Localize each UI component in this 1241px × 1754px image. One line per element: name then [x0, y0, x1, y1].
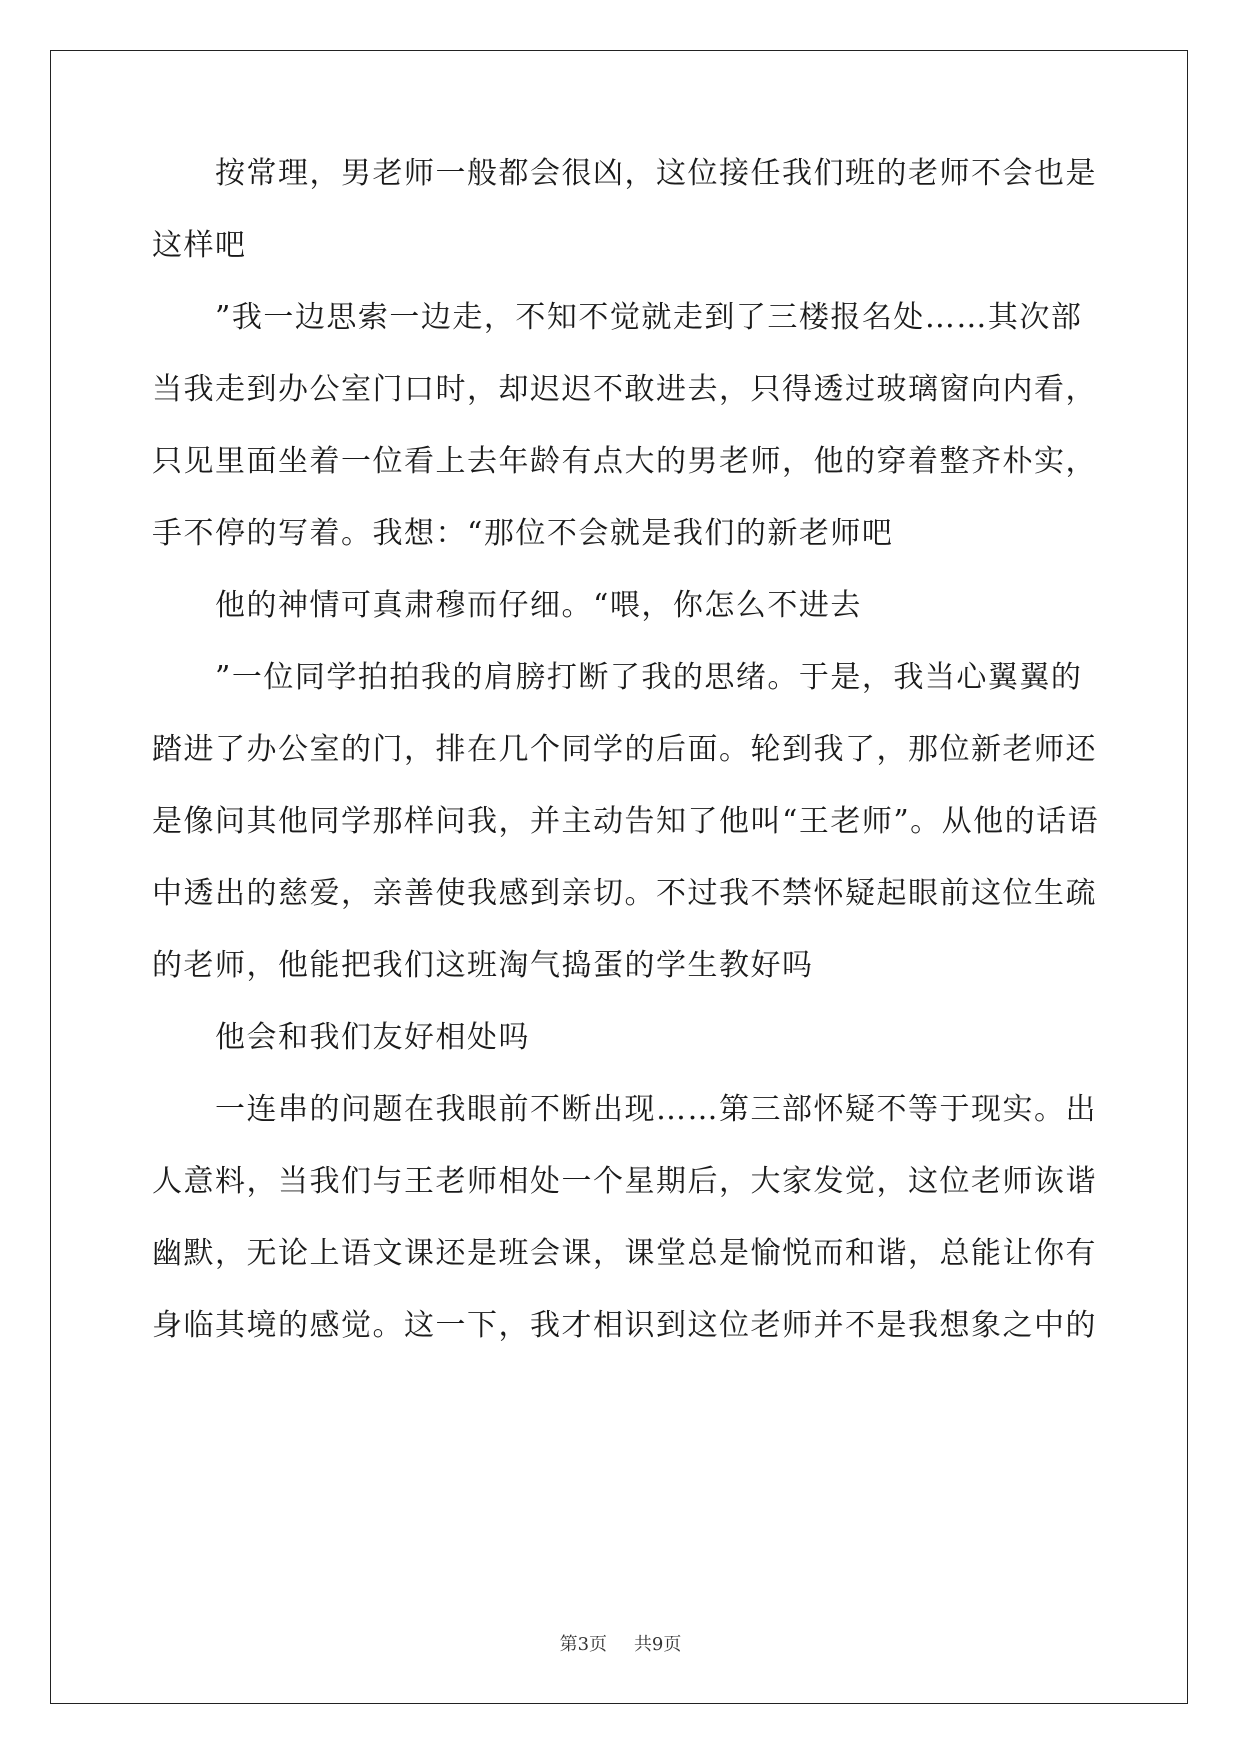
text-line: 这样吧	[152, 228, 247, 263]
text-line: 他会和我们友好相处吗	[215, 1020, 530, 1055]
text-line: 一连串的问题在我眼前不断出现……第三部怀疑不等于现实。出	[215, 1092, 1097, 1127]
text-line: 人意料，当我们与王老师相处一个星期后，大家发觉，这位老师诙谐	[152, 1164, 1097, 1199]
text-line: ”我一边思索一边走，不知不觉就走到了三楼报名处……其次部	[215, 300, 1083, 335]
text-line: 踏进了办公室的门，排在几个同学的后面。轮到我了，那位新老师还	[152, 732, 1097, 767]
page-total: 共9页	[633, 1634, 682, 1655]
text-line: ”一位同学拍拍我的肩膀打断了我的思绪。于是，我当心翼翼的	[215, 660, 1083, 695]
text-line: 他的神情可真肃穆而仔细。“喂，你怎么不进去	[215, 588, 862, 623]
text-line: 幽默，无论上语文课还是班会课，课堂总是愉悦而和谐，总能让你有	[152, 1236, 1097, 1271]
page-number: 第3页	[559, 1634, 608, 1655]
text-line: 按常理，男老师一般都会很凶，这位接任我们班的老师不会也是	[215, 156, 1097, 191]
page-footer	[0, 1630, 1241, 1656]
text-line: 手不停的写着。我想：“那位不会就是我们的新老师吧	[152, 516, 894, 551]
text-line: 的老师，他能把我们这班淘气捣蛋的学生教好吗	[152, 948, 814, 983]
text-line: 是像问其他同学那样问我，并主动告知了他叫“王老师”。从他的话语	[152, 804, 1100, 839]
text-line: 身临其境的感觉。这一下，我才相识到这位老师并不是我想象之中的	[152, 1308, 1097, 1343]
text-line: 当我走到办公室门口时，却迟迟不敢进去，只得透过玻璃窗向内看，	[152, 372, 1097, 407]
text-line: 中透出的慈爱，亲善使我感到亲切。不过我不禁怀疑起眼前这位生疏	[152, 876, 1097, 911]
text-line: 只见里面坐着一位看上去年龄有点大的男老师，他的穿着整齐朴实，	[152, 444, 1097, 479]
